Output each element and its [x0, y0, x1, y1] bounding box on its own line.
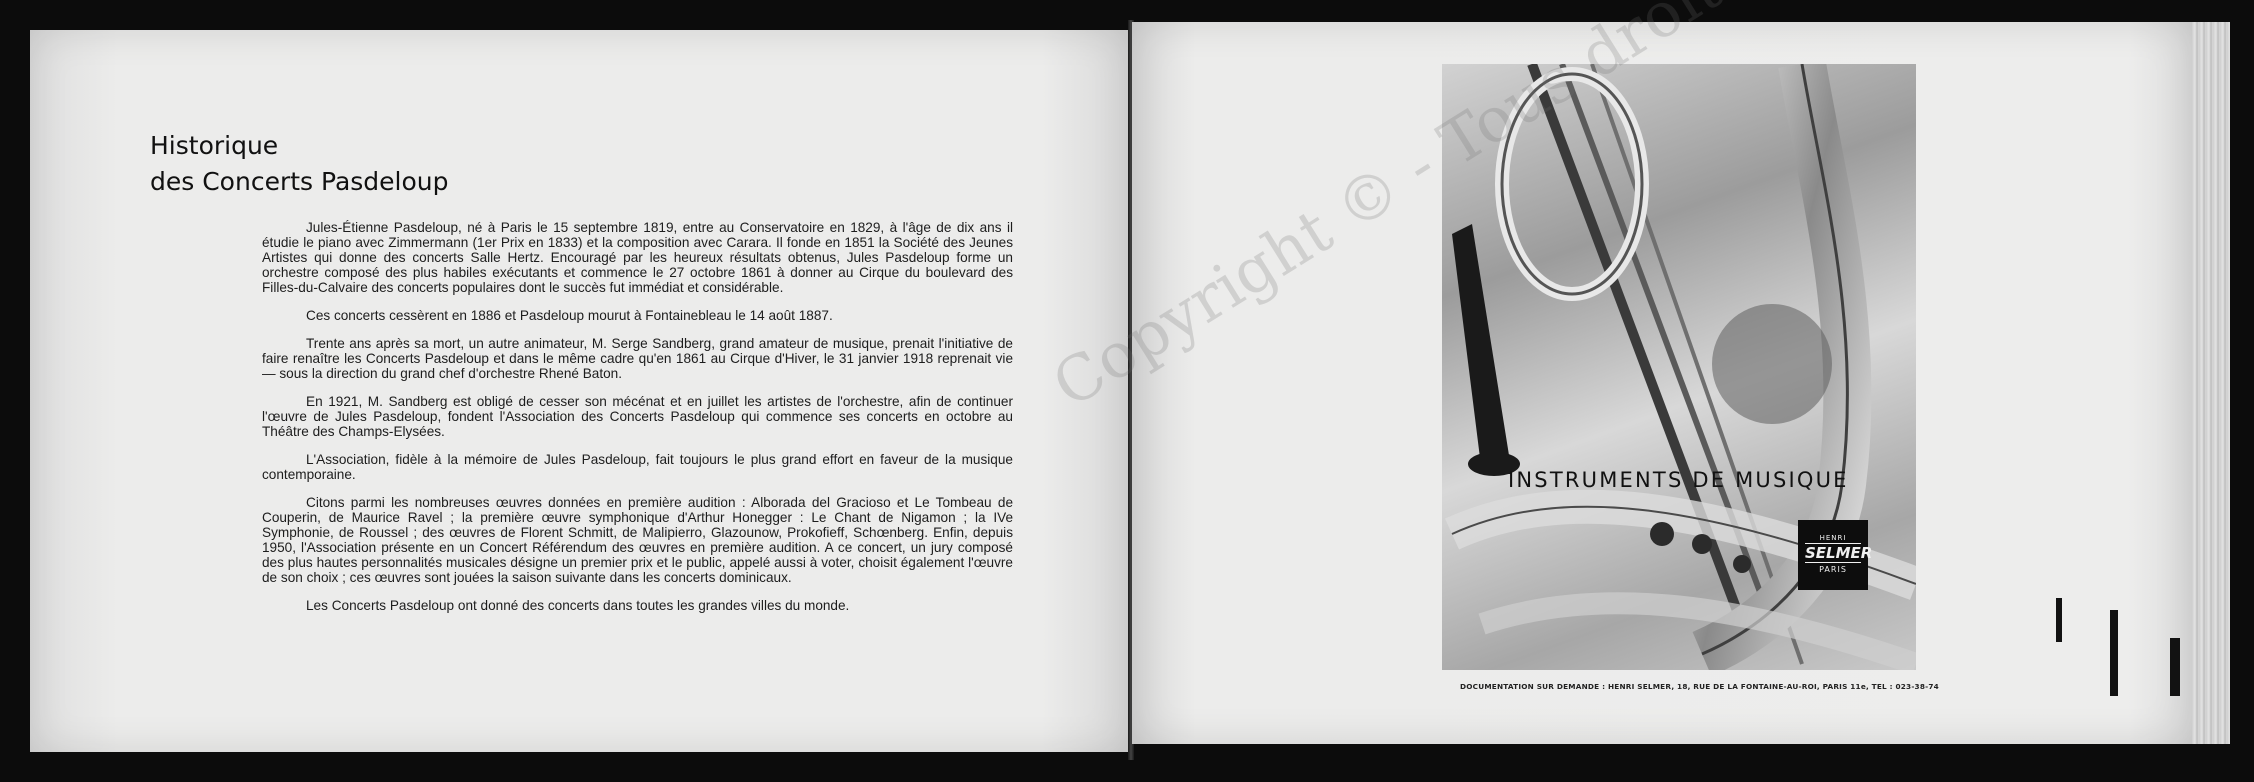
- registration-bar: [2056, 598, 2062, 642]
- history-article: [262, 220, 1013, 626]
- article-paragraph-2: Ces concerts cessèrent en 1886 et Pasdeloup mourut à Fontainebleau le 14 août 1887.: [306, 308, 833, 323]
- copyright-watermark: Copyright © - Tous droits: [1040, 0, 1761, 422]
- registration-bar: [2110, 610, 2118, 696]
- logo-line-1: HENRI: [1819, 534, 1847, 542]
- page-stack-edge: [2192, 22, 2230, 744]
- logo-line-2: SELMER: [1805, 544, 1873, 562]
- clarinet-icon: [1452, 224, 1512, 474]
- article-paragraph-6: Citons parmi les nombreuses œuvres données en première audition : Alborada del Gracioso et Le Tombeau de Couperin, de Maurice Ravel ; la première œuvre symphonique d'Arthur Honegger : Le Chant de Nigamon ; la IVe Symphonie, de Roussel ; des œuvres de Florent Schmitt, de Malipierro, Glazounow, Prokofieff, Schœnberg. Enfin, depuis 1950, l'Association présente en un Concert Référendum des œuvres en première audition. A ce concert, un jury composé des plus hautes personnalités musicales désigne un premier prix et le public, appelé aussi à voter, choisit également l'œuvre de son choix ; ces œuvres sont jouées la saison suivante dans les concerts dominicaux.: [262, 495, 1013, 585]
- page-title: [150, 128, 449, 200]
- article-paragraph-7: Les Concerts Pasdeloup ont donné des concerts dans toutes les grandes villes du monde.: [306, 598, 850, 613]
- article-paragraph-4: En 1921, M. Sandberg est obligé de cesser son mécénat et en juillet les artistes de l'orchestre, afin de continuer l'œuvre de Jules Pasdeloup, fondent l'Association des Concerts Pasdeloup qui commence ses concerts en octobre au Théâtre des Champs-Elysées.: [262, 394, 1013, 439]
- advertisement-footer: DOCUMENTATION SUR DEMANDE : HENRI SELMER, 18, RUE DE LA FONTAINE-AU-ROI, PARIS 11e, TEL : 023-38-74: [1460, 682, 1939, 691]
- article-paragraph-3: Trente ans après sa mort, un autre animateur, M. Serge Sandberg, grand amateur de musique, prenait l'initiative de faire renaître les Concerts Pasdeloup et dans le même cadre qu'en 1861 au Cirque d'Hiver, le 31 janvier 1918 reprenait vie — sous la direction du grand chef d'orchestre Rhené Baton.: [262, 336, 1013, 381]
- page-title-line-1: Historique: [150, 131, 279, 160]
- page-title-line-2: des Concerts Pasdeloup: [150, 167, 449, 196]
- advertisement-headline: INSTRUMENTS DE MUSIQUE: [1508, 468, 1849, 492]
- article-paragraph-1: Jules-Étienne Pasdeloup, né à Paris le 15 septembre 1819, entre au Conservatoire en 1829, à l'âge de dix ans il étudie le piano avec Zimmermann (1er Prix en 1833) et la composition avec Carara. Il fonde en 1851 la Société des Jeunes Artistes qui donne des concerts Salle Hertz. Encouragé par les heureux résultats obtenus, Jules Pasdeloup forme un orchestre composé des plus habiles exécutants et commence le 27 octobre 1861 à donner au Cirque du boulevard des Filles-du-Calvaire des concerts populaires dont le succès fut immédiat et considérable.: [262, 220, 1013, 295]
- logo-line-3: PARIS: [1819, 565, 1847, 574]
- article-paragraph-5: L'Association, fidèle à la mémoire de Jules Pasdeloup, fait toujours le plus grand effort en faveur de la musique contemporaine.: [262, 452, 1013, 482]
- registration-bar: [2170, 638, 2180, 696]
- selmer-advertisement: [1442, 64, 1916, 670]
- selmer-logo: [1798, 520, 1873, 590]
